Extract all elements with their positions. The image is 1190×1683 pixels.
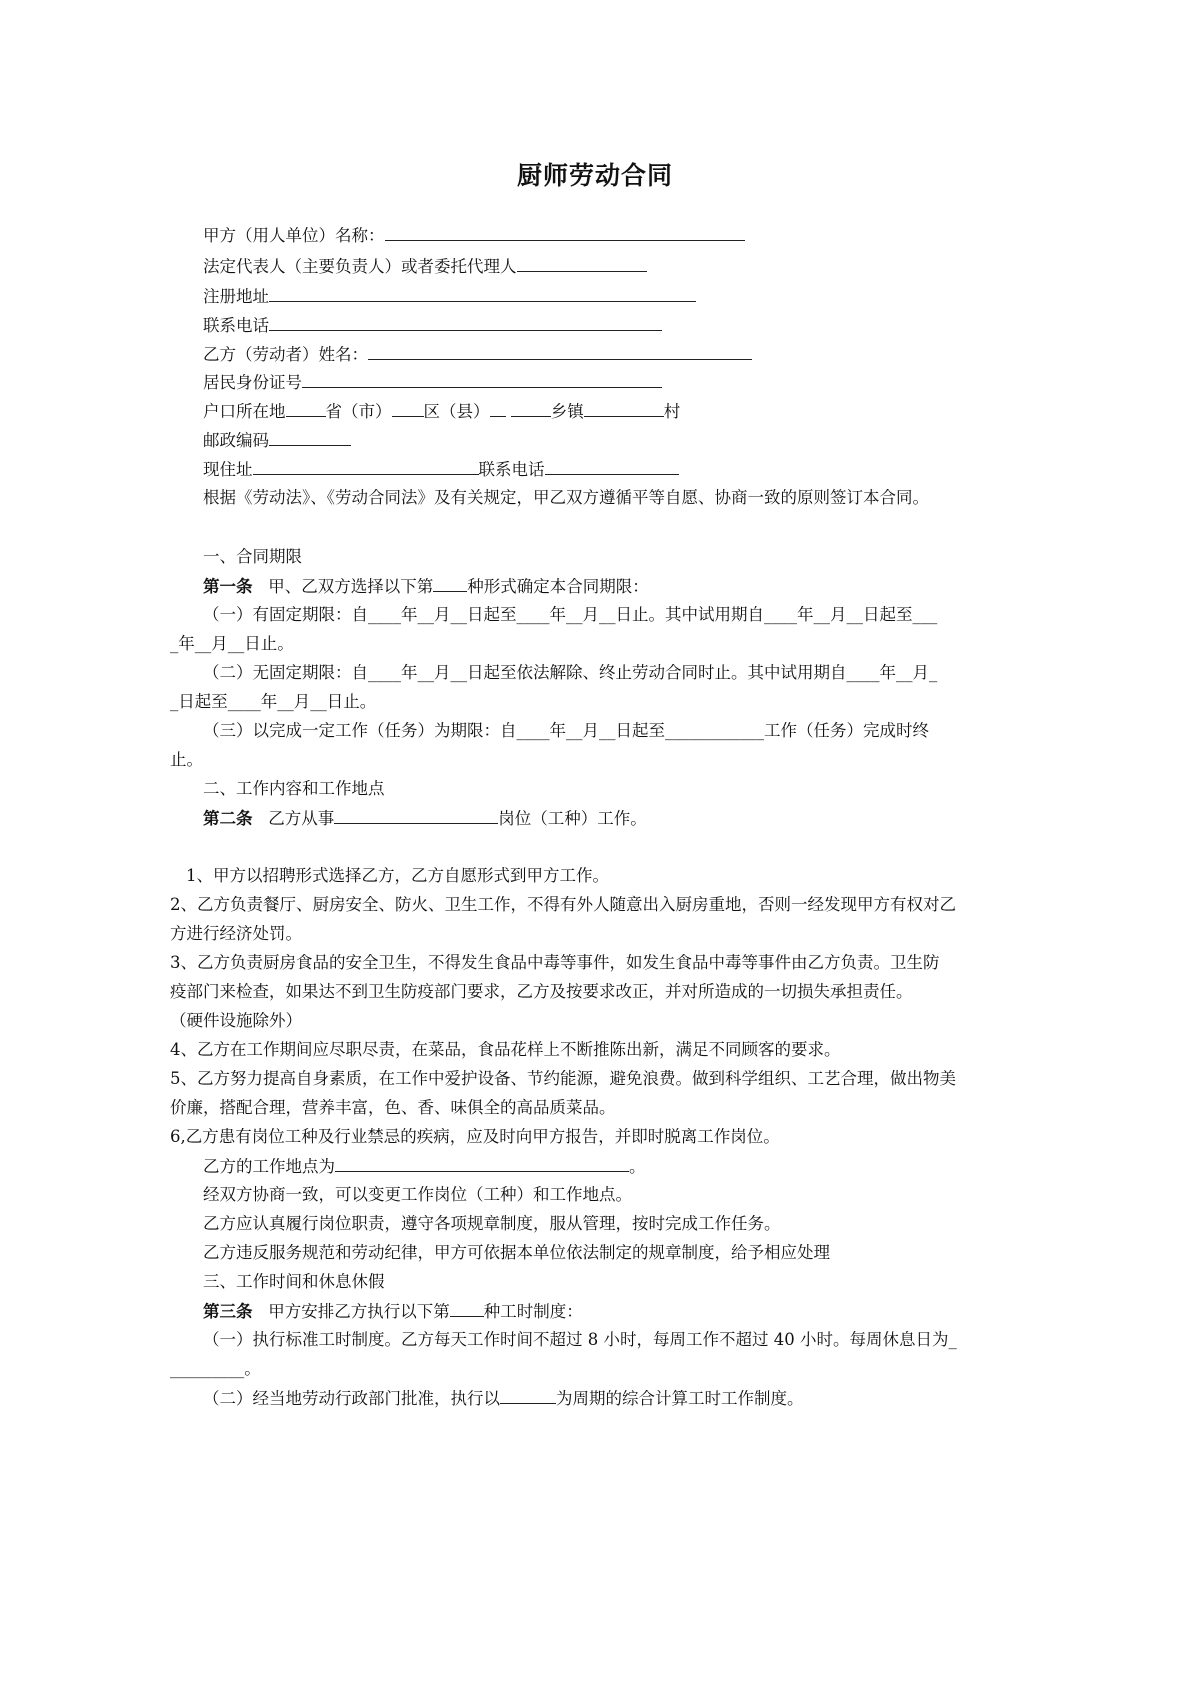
duty-text: 乙方应认真履行岗位职责，遵守各项规章制度，服从管理，按时完成工作任务。 (203, 1214, 781, 1233)
employee-name-label: 乙方（劳动者）姓名： (203, 345, 368, 364)
article1-text-b: 种形式确定本合同期限： (467, 577, 649, 596)
reg-address-blank (269, 285, 696, 302)
reg-address-label: 注册地址 (203, 287, 269, 306)
current-address-label: 现住址 (203, 460, 253, 479)
fixed-term-line2: _年__月__日止。 (170, 634, 294, 653)
employer-name-line (203, 224, 745, 247)
basis-text: 根据《劳动法》、《劳动合同法》及有关规定，甲乙双方遵循平等自愿、协商一致的原则签订本合同。 (203, 488, 929, 507)
item-2-line1: 2、乙方负责餐厅、厨房安全、防火、卫生工作，不得有外人随意出入厨房重地，否则一经发现甲方有权对乙 (170, 895, 956, 914)
article3-line (203, 1300, 583, 1323)
legal-rep-blank (517, 255, 647, 272)
phone-line (203, 314, 662, 337)
article3-label: 第三条 (203, 1302, 253, 1321)
legal-rep-line (203, 255, 647, 278)
comp-hours-blank (500, 1387, 556, 1404)
item-3-line1: 3、乙方负责厨房食品的安全卫生，不得发生食品中毒等事件，如发生食品中毒等事件由乙方负责。卫生防 (170, 953, 940, 972)
item-5-line2: 价廉，搭配合理，营养丰富，色、香、味俱全的高品质菜品。 (170, 1098, 616, 1117)
hukou-label: 户口所在地 (203, 402, 286, 421)
province-label: 省（市） (325, 402, 392, 421)
page-title: 厨师劳动合同 (516, 161, 673, 190)
employee-name-blank (368, 343, 752, 360)
id-number-label: 居民身份证号 (203, 373, 302, 392)
current-phone-label: 联系电话 (478, 460, 545, 479)
town-label: 乡镇 (550, 402, 584, 421)
article3-text-b: 种工时制度： (483, 1302, 583, 1321)
article1-blank (433, 575, 467, 592)
section1-heading: 一、合同期限 (203, 547, 302, 566)
current-address-line (203, 458, 679, 481)
current-address-blank (253, 458, 479, 475)
std-hours-line1: （一）执行标准工时制度。乙方每天工作时间不超过 8 小时，每周工作不超过 40 小时。每周休息日为_ (203, 1330, 957, 1349)
comp-hours-text-b: 为周期的综合计算工时工作制度。 (556, 1389, 804, 1408)
legal-rep-label: 法定代表人（主要负责人）或者委托代理人 (203, 257, 517, 276)
workplace-label: 乙方的工作地点为 (203, 1157, 335, 1176)
village-blank (584, 400, 664, 417)
postcode-line (203, 429, 351, 452)
article2-label: 第二条 (203, 809, 253, 828)
std-hours-line2: _________。 (170, 1359, 261, 1378)
article3-text-a: 甲方安排乙方执行以下第 (268, 1302, 450, 1321)
task-term-line2: 止。 (170, 750, 203, 769)
employee-name-line (203, 343, 752, 366)
district-label: 区（县） (423, 402, 490, 421)
id-number-line (203, 371, 662, 394)
item-5-line1: 5、乙方努力提高自身素质，在工作中爱护设备、节约能源，避免浪费。做到科学组织、工艺合理，做出物美 (170, 1069, 956, 1088)
postcode-blank (269, 429, 351, 446)
workplace-line (203, 1155, 646, 1178)
town-blank (511, 400, 551, 417)
article1-line (203, 575, 649, 598)
fixed-term-line1: （一）有固定期限：自____年__月__日起至____年__月__日止。其中试用期自____年__月__日起至___ (203, 605, 938, 624)
task-term-line1: （三）以完成一定工作（任务）为期限：自____年__月__日起至____________工作（任务）完成时终 (203, 721, 929, 740)
item-3-line2: 疫部门来检查，如果达不到卫生防疫部门要求，乙方及按要求改正，并对所造成的一切损失承担责任。 (170, 982, 913, 1001)
phone-blank (269, 314, 662, 331)
item-3-line3: （硬件设施除外） (170, 1011, 302, 1030)
item-1: 1、甲方以招聘形式选择乙方，乙方自愿形式到甲方工作。 (186, 866, 609, 885)
article2-line (203, 807, 647, 830)
article2-blank (334, 807, 498, 824)
district-blank (392, 400, 424, 417)
change-text: 经双方协商一致，可以变更工作岗位（工种）和工作地点。 (203, 1185, 632, 1204)
employer-name-blank (385, 224, 745, 241)
violation-text: 乙方违反服务规范和劳动纪律，甲方可依据本单位依法制定的规章制度，给予相应处理 (203, 1243, 830, 1262)
open-term-line1: （二）无固定期限：自____年__月__日起至依法解除、终止劳动合同时止。其中试用期自____年__月_ (203, 663, 938, 682)
comp-hours-line (203, 1387, 804, 1410)
article2-text-a: 乙方从事 (268, 809, 335, 828)
workplace-blank (335, 1155, 629, 1172)
item-4: 4、乙方在工作期间应尽职尽责，在菜品，食品花样上不断推陈出新，满足不同顾客的要求。 (170, 1040, 841, 1059)
item-2-line2: 方进行经济处罚。 (170, 924, 302, 943)
article1-label: 第一条 (203, 577, 253, 596)
phone-label: 联系电话 (203, 316, 269, 335)
section2-heading: 二、工作内容和工作地点 (203, 779, 385, 798)
reg-address-line (203, 285, 696, 308)
id-number-blank (302, 371, 662, 388)
blank-a (490, 400, 506, 417)
province-blank (286, 400, 326, 417)
comp-hours-text-a: （二）经当地劳动行政部门批准，执行以 (203, 1389, 500, 1408)
postcode-label: 邮政编码 (203, 431, 269, 450)
article2-text-b: 岗位（工种）工作。 (498, 809, 647, 828)
current-phone-blank (545, 458, 679, 475)
employer-name-label: 甲方（用人单位）名称： (203, 226, 385, 245)
hukou-line (203, 400, 680, 423)
article1-text-a: 甲、乙双方选择以下第 (268, 577, 434, 596)
village-label: 村 (663, 402, 681, 421)
workplace-end: 。 (629, 1157, 646, 1176)
item-6: 6,乙方患有岗位工种及行业禁忌的疾病，应及时向甲方报告，并即时脱离工作岗位。 (170, 1127, 780, 1146)
article3-blank (450, 1300, 484, 1317)
section3-heading: 三、工作时间和休息休假 (203, 1272, 385, 1291)
open-term-line2: _日起至____年__月__日止。 (170, 692, 377, 711)
